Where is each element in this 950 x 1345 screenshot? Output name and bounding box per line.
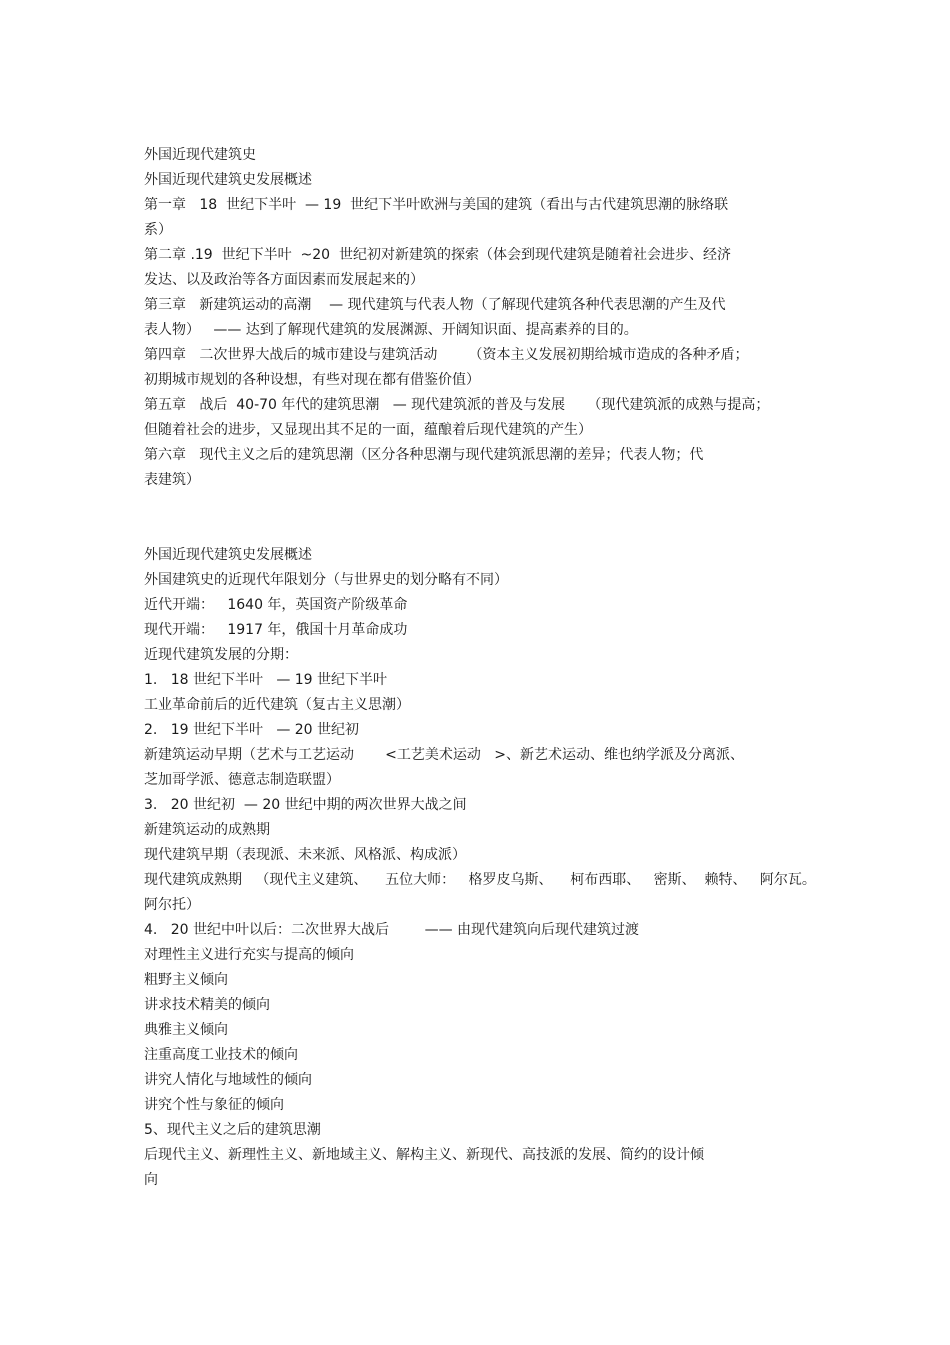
stage-3-heading: 3. 20 世纪初 — 20 世纪中期的两次世界大战之间	[144, 797, 467, 813]
stage-4-heading: 4. 20 世纪中叶以后：二次世界大战后 —— 由现代建筑向后现代建筑过渡	[144, 922, 640, 938]
chapter-overview-section	[144, 143, 824, 493]
document-title: 外国近现代建筑史	[144, 147, 256, 163]
modern-start-line: 近代开端： 1640 年，英国资产阶级革命	[144, 597, 408, 613]
stage-2-heading: 2. 19 世纪下半叶 — 20 世纪初	[144, 722, 360, 738]
chapter-2-line: 第二章 .19 世纪下半叶 ~20 世纪初对新建筑的探索（体会到现代建筑是随着社会进步、经济	[144, 247, 731, 263]
contemporary-start-line: 现代开端： 1917 年，俄国十月革命成功	[144, 622, 408, 638]
chapter-6-line-cont: 表建筑）	[144, 472, 200, 488]
trend-elegant: 典雅主义倾向	[144, 1022, 228, 1038]
trend-individuality: 讲究个性与象征的倾向	[144, 1097, 284, 1113]
chapter-5-line-cont: 但随着社会的进步，又显现出其不足的一面，蕴酿着后现代建筑的产生）	[144, 422, 592, 438]
stage-1-desc: 工业革命前后的近代建筑（复古主义思潮）	[144, 697, 410, 713]
chapter-3-line-cont: 表人物） —— 达到了解现代建筑的发展渊源、开阔知识面、提高素养的目的。	[144, 322, 638, 338]
section-spacer	[144, 493, 824, 543]
stage-2-desc-cont: 芝加哥学派、德意志制造联盟）	[144, 772, 340, 788]
document-content	[144, 143, 824, 1193]
stage-1-heading: 1. 18 世纪下半叶 — 19 世纪下半叶	[144, 672, 388, 688]
trend-rationalism: 对理性主义进行充实与提高的倾向	[144, 947, 354, 963]
stage-5-desc-cont: 向	[144, 1172, 158, 1188]
trend-technical: 讲求技术精美的倾向	[144, 997, 270, 1013]
stage-3-mature: 现代建筑成熟期 （现代主义建筑、 五位大师： 格罗皮乌斯、 柯布西耶、 密斯、 赖特、 阿尔瓦。	[144, 872, 816, 888]
section-heading: 外国近现代建筑史发展概述	[144, 547, 312, 563]
stages-heading: 近现代建筑发展的分期：	[144, 647, 298, 663]
overview-heading: 外国近现代建筑史发展概述	[144, 172, 312, 188]
periodization-intro: 外国建筑史的近现代年限划分（与世界史的划分略有不同）	[144, 572, 508, 588]
chapter-4-line-cont: 初期城市规划的各种设想，有些对现在都有借鉴价值）	[144, 372, 480, 388]
trend-high-tech: 注重高度工业技术的倾向	[144, 1047, 298, 1063]
stage-5-heading: 5、现代主义之后的建筑思潮	[144, 1122, 321, 1138]
chapter-2-line-cont: 发达、以及政治等各方面因素而发展起来的）	[144, 272, 424, 288]
chapter-6-line: 第六章 现代主义之后的建筑思潮（区分各种思潮与现代建筑派思潮的差异；代表人物；代	[144, 447, 704, 463]
chapter-5-line: 第五章 战后 40-70 年代的建筑思潮 — 现代建筑派的普及与发展 （现代建筑派的成熟与提高；	[144, 397, 770, 413]
stage-2-desc: 新建筑运动早期（艺术与工艺运动 <工艺美术运动 >、新艺术运动、维也纳学派及分离派、	[144, 747, 744, 763]
chapter-1-line: 第一章 18 世纪下半叶 — 19 世纪下半叶欧洲与美国的建筑（看出与古代建筑思潮的脉络联	[144, 197, 729, 213]
stage-3-mature-cont: 阿尔托）	[144, 897, 200, 913]
chapter-3-line: 第三章 新建筑运动的高潮 — 现代建筑与代表人物（了解现代建筑各种代表思潮的产生及代	[144, 297, 726, 313]
stage-3-early: 现代建筑早期（表现派、未来派、风格派、构成派）	[144, 847, 466, 863]
trend-brutalism: 粗野主义倾向	[144, 972, 228, 988]
chapter-1-line-cont: 系）	[144, 222, 172, 238]
periodization-section	[144, 543, 824, 1193]
stage-5-desc: 后现代主义、新理性主义、新地域主义、解构主义、新现代、高技派的发展、简约的设计倾	[144, 1147, 704, 1163]
stage-3-desc: 新建筑运动的成熟期	[144, 822, 270, 838]
trend-humanization: 讲究人情化与地域性的倾向	[144, 1072, 312, 1088]
chapter-4-line: 第四章 二次世界大战后的城市建设与建筑活动 （资本主义发展初期给城市造成的各种矛盾；	[144, 347, 749, 363]
